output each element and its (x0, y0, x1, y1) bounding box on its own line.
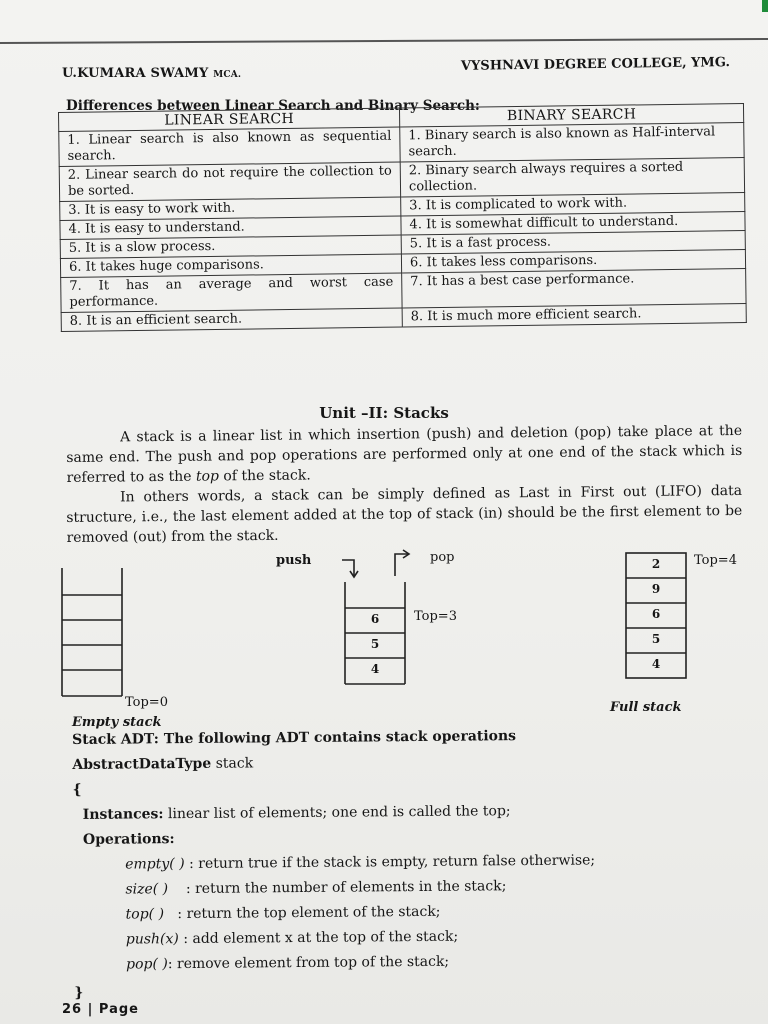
linear-cell: 7. It has an average and worst case performance. (61, 273, 402, 312)
binary-cell: 8. It is much more efficient search. (402, 304, 746, 328)
binary-cell: 2. Binary search always requires a sorted collection. (400, 158, 744, 197)
adt-open-brace: { (72, 781, 82, 798)
binary-search-header: BINARY SEARCH (399, 104, 743, 128)
linear-cell: 6. It takes huge comparisons. (60, 254, 401, 277)
empty-stack (62, 568, 122, 696)
operation-name: size( ) (125, 881, 169, 898)
comparison-table (58, 103, 747, 332)
empty-top-label: Top=0 (125, 695, 168, 710)
stack-cell: 4 (370, 662, 380, 676)
lifo-paragraph: In others words, a stack can be simply defined as Last in First out (LIFO) data structure, i.e., the last element added at the top of stack (in) should be the first element to be removed (out) from the stack. (66, 482, 743, 546)
binary-cell: 3. It is complicated to work with. (401, 193, 745, 217)
author-header (62, 66, 241, 81)
pop-arrow-icon (395, 550, 409, 576)
stack-cell: 6 (370, 612, 380, 626)
page-number: 26 (62, 1002, 83, 1017)
college-header: VYSHNAVI DEGREE COLLEGE, YMG. (460, 55, 731, 74)
binary-cell: 1. Binary search is also known as Half-interval search. (400, 123, 744, 162)
stack-cell: 4 (651, 657, 661, 671)
top-rule (0, 38, 768, 44)
middle-top-label: Top=3 (414, 609, 457, 624)
full-stack-caption: Full stack (610, 700, 682, 715)
operation-desc: : return the top element of the stack; (163, 903, 441, 923)
operation-name: top( ) (125, 906, 165, 923)
stack-cell: 5 (651, 632, 661, 646)
operations-label: Operations: (82, 831, 175, 848)
stack-cell: 9 (651, 582, 661, 596)
operation-name: empty( ) (125, 856, 185, 873)
instances-text: linear list of elements; one end is called the top; (163, 803, 511, 823)
stack-adt (72, 722, 714, 1006)
operation-name: push(x) (125, 931, 179, 948)
page-footer (62, 1002, 139, 1017)
stack-cell: 5 (370, 637, 380, 651)
operation-desc: : return true if the stack is empty, return false otherwise; (184, 852, 596, 873)
pop-label: pop (430, 550, 455, 565)
adt-close-brace: } (74, 984, 84, 1001)
unit-title: Unit –II: Stacks (319, 404, 449, 422)
operation-name: pop( ) (125, 956, 168, 973)
corner-mark (762, 0, 768, 12)
adt-operation (74, 947, 714, 978)
adt-type-name: stack (211, 755, 254, 772)
para1-text-a: A stack is a linear list in which insertion (push) and deletion (pop) take place at the same end. The push and pop operations are performed only at one end of the stack which is referred to as the (66, 422, 743, 486)
page-label: | Page (87, 1002, 139, 1017)
author-degree: MCA. (213, 70, 242, 80)
stack-cell: 6 (651, 607, 661, 621)
binary-cell: 6. It takes less comparisons. (401, 250, 745, 274)
push-label: push (276, 553, 312, 568)
linear-cell: 4. It is easy to understand. (60, 216, 401, 239)
comparison-title: Differences between Linear Search and Binary Search: (66, 98, 480, 114)
adt-heading-text: Stack ADT: The following ADT contains stack operations (72, 728, 517, 748)
linear-cell: 8. It is an efficient search. (61, 308, 402, 331)
adt-type-keyword: AbstractDataType (72, 755, 212, 773)
operation-desc: : remove element from top of the stack; (167, 953, 450, 973)
operation-desc: : add element x at the top of the stack; (178, 928, 459, 948)
full-top-label: Top=4 (694, 553, 737, 568)
author-name: U.KUMARA SWAMY (62, 66, 209, 81)
push-arrow-icon (342, 560, 358, 577)
stack-cell: 2 (651, 557, 661, 571)
binary-cell: 4. It is somewhat difficult to understand. (401, 212, 745, 236)
operation-desc: : return the number of elements in the stack; (168, 878, 507, 898)
linear-cell: 5. It is a slow process. (60, 235, 401, 258)
linear-cell: 3. It is easy to work with. (60, 197, 401, 220)
stack-diagrams (0, 548, 768, 728)
stack-definition-paragraph (66, 421, 743, 488)
linear-cell: 2. Linear search do not require the collection to be sorted. (59, 162, 400, 201)
instances-label: Instances: (82, 806, 164, 823)
binary-cell: 5. It is a fast process. (401, 231, 745, 255)
linear-cell: 1. Linear search is also known as sequential search. (59, 127, 400, 166)
para1-top-word: top (195, 468, 220, 485)
para1-text-b: of the stack. (218, 467, 311, 485)
empty-stack-caption: Empty stack (72, 715, 162, 730)
linear-search-header: LINEAR SEARCH (59, 108, 400, 131)
binary-cell: 7. It has a best case performance. (402, 269, 746, 308)
